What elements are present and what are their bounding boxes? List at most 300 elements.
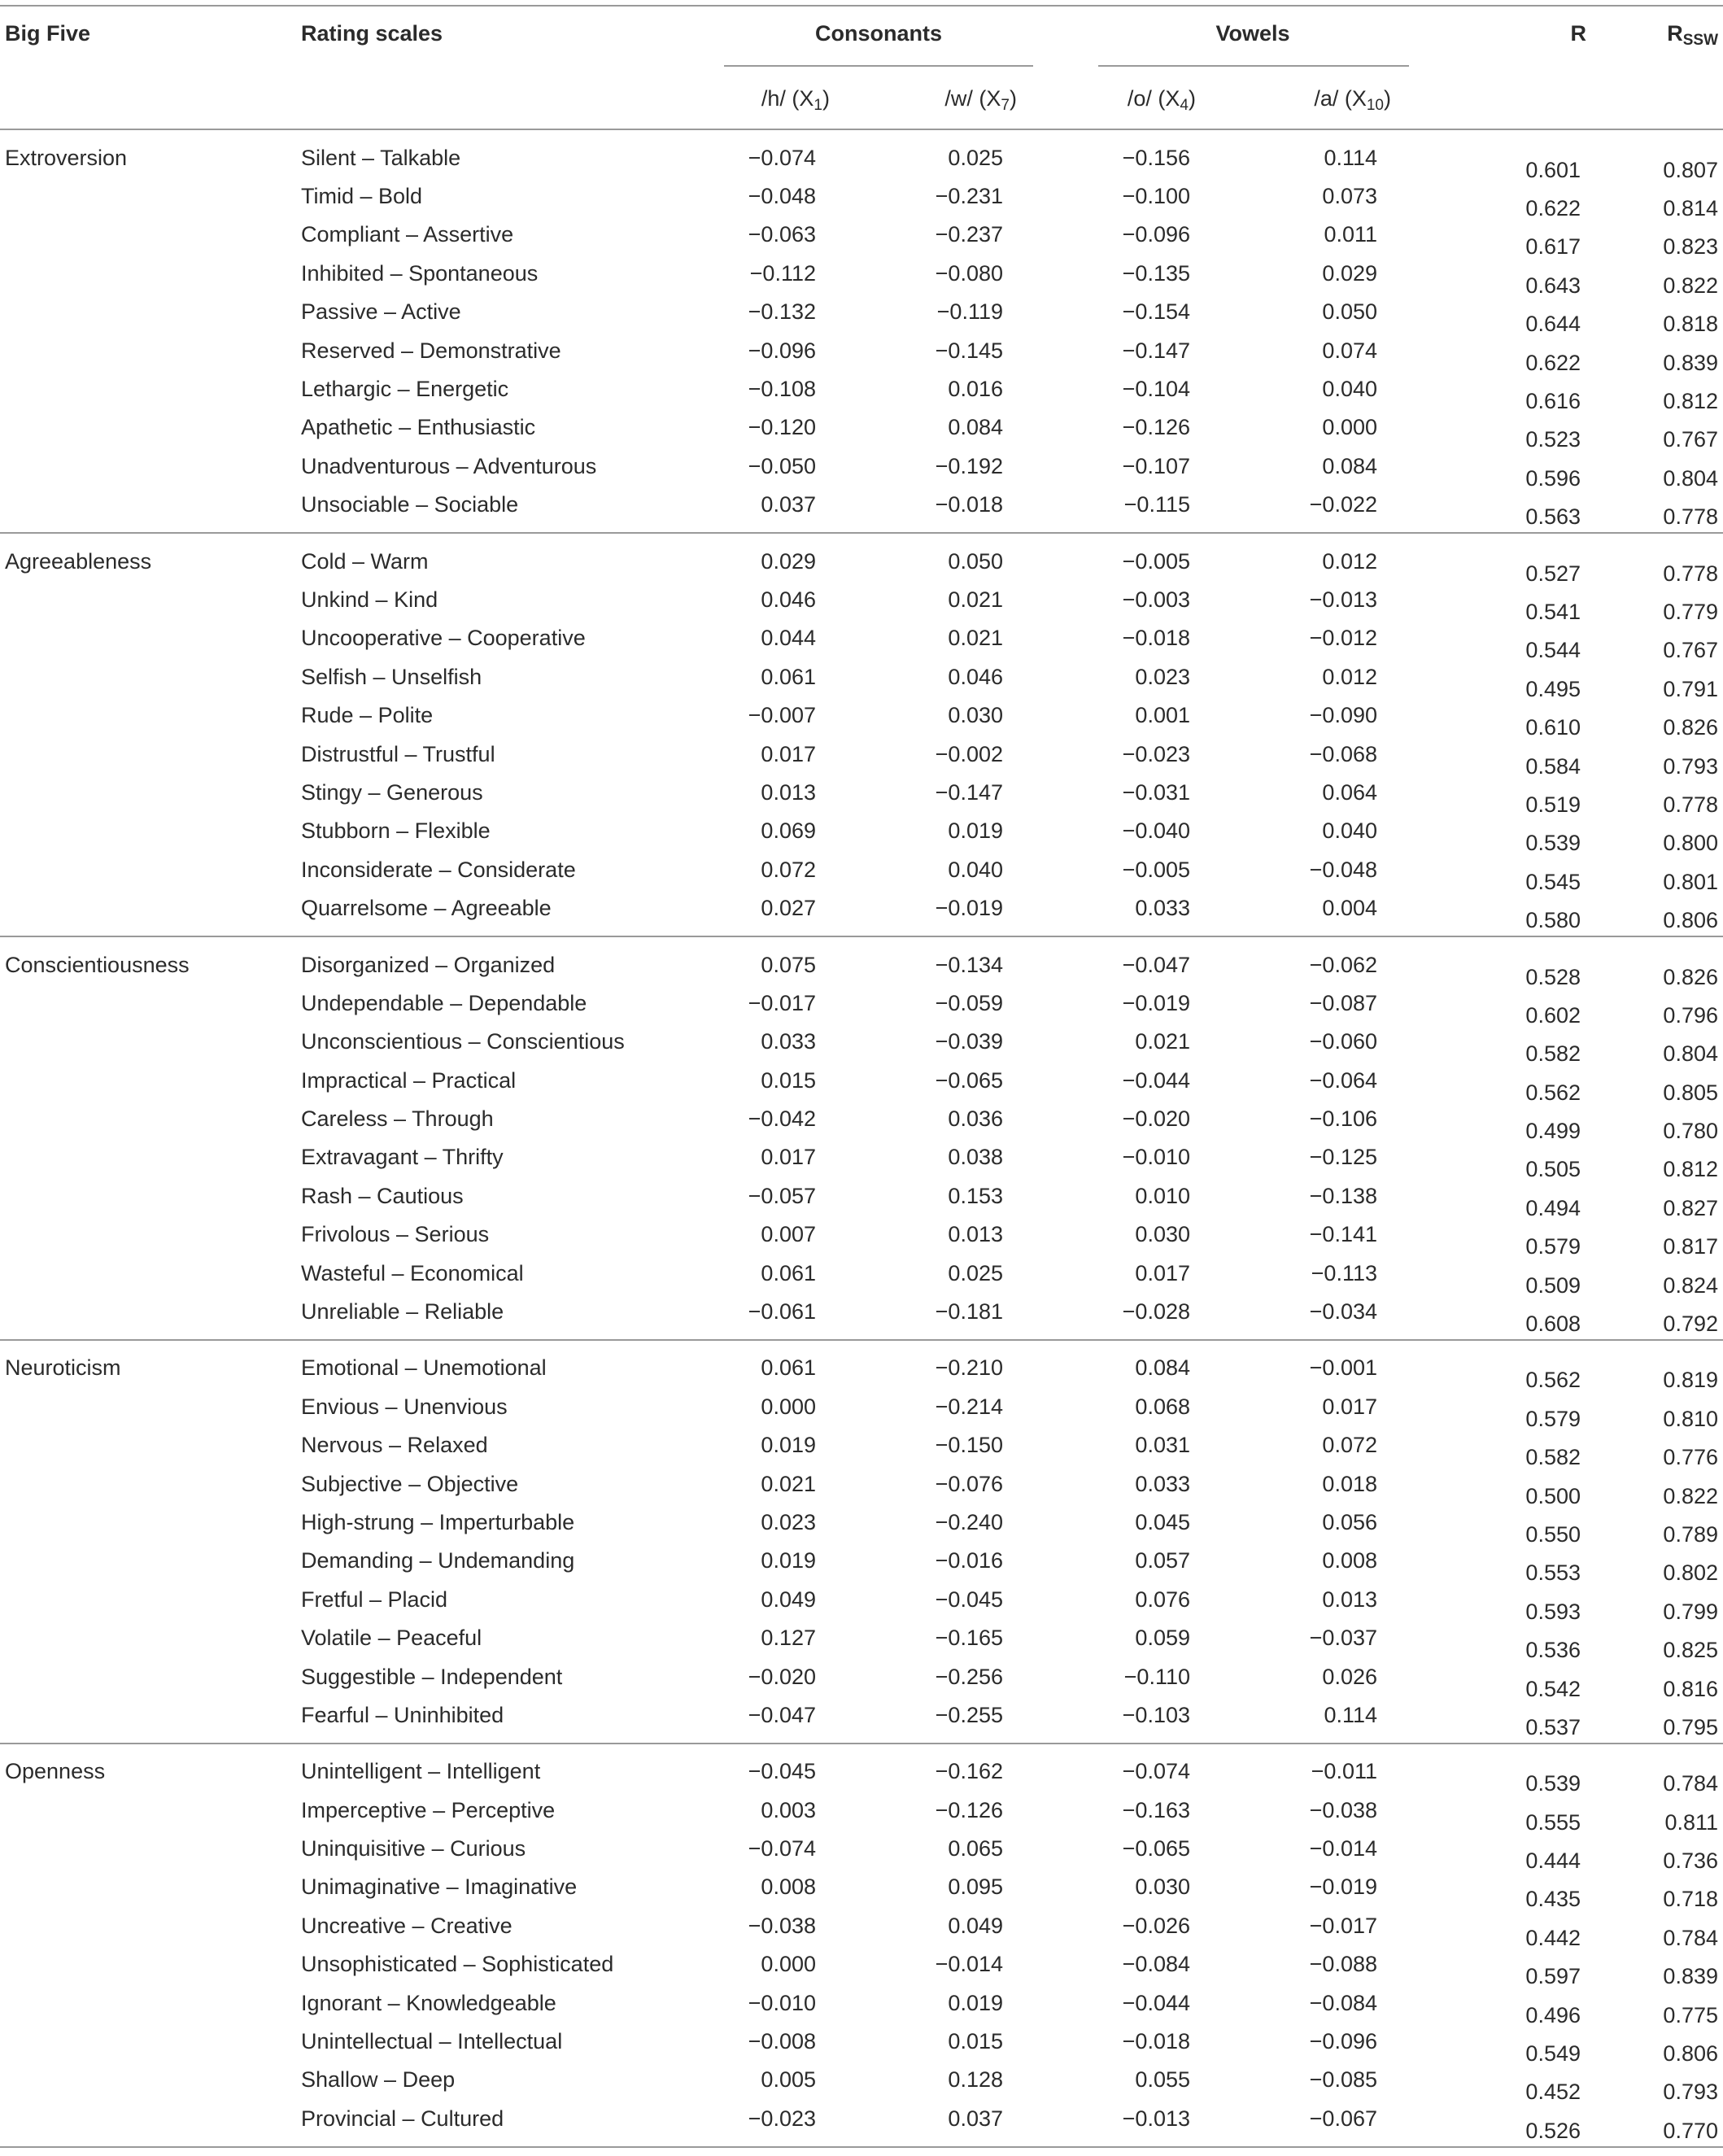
rssw-value: 0.812 bbox=[1663, 389, 1718, 414]
r-values-cell bbox=[1377, 1744, 1723, 1796]
rating-scale-cell: Fearful – Uninhibited bbox=[301, 1696, 724, 1743]
o-value-cell: −0.103 bbox=[1003, 1696, 1190, 1743]
a-value-cell: −0.064 bbox=[1309, 1067, 1377, 1093]
table-row bbox=[0, 1657, 1723, 1696]
a-value-cell: 0.017 bbox=[1322, 1394, 1377, 1419]
table-row bbox=[0, 177, 1723, 215]
r-values-cell bbox=[1377, 1099, 1723, 1144]
h-value-cell: −0.061 bbox=[724, 1292, 816, 1339]
trait-cell bbox=[0, 812, 301, 850]
table-row bbox=[0, 2099, 1723, 2146]
header-h-x1: /h/ $(X_1)$ bbox=[761, 86, 830, 114]
h-value-cell: 0.069 bbox=[761, 818, 816, 844]
table-row bbox=[0, 1061, 1723, 1099]
r-values-cell bbox=[1377, 1292, 1723, 1339]
table-row bbox=[0, 984, 1723, 1022]
r-values-cell bbox=[1377, 984, 1723, 1028]
trait-cell bbox=[0, 1829, 301, 1867]
header-big-five: Big Five bbox=[5, 21, 91, 46]
r-value: 0.601 bbox=[1525, 157, 1581, 182]
table-row bbox=[0, 1292, 1723, 1339]
a-value-cell: −0.019 bbox=[1309, 1874, 1377, 1900]
a-value-cell: −0.141 bbox=[1309, 1222, 1377, 1247]
rssw-value: 0.778 bbox=[1663, 561, 1718, 586]
rssw-value: 0.784 bbox=[1663, 1771, 1718, 1796]
a-value-cell: 0.114 bbox=[1324, 145, 1377, 170]
r-values-cell bbox=[1377, 177, 1723, 221]
o-value-cell: −0.084 bbox=[1122, 1952, 1190, 1977]
rating-scale-cell: Passive – Active bbox=[301, 299, 461, 325]
table-row bbox=[0, 1254, 1723, 1292]
o-value-cell: −0.047 bbox=[1122, 952, 1190, 977]
rssw-value: 0.767 bbox=[1663, 638, 1718, 663]
trait-cell bbox=[0, 657, 301, 696]
w-value-cell: 0.016 bbox=[948, 377, 1003, 402]
table-row bbox=[0, 1176, 1723, 1215]
o-value-cell: −0.156 bbox=[1122, 145, 1190, 170]
trait-cell bbox=[0, 984, 301, 1022]
r-value: 0.509 bbox=[1525, 1272, 1581, 1298]
r-values-cell bbox=[1377, 293, 1723, 337]
h-value-cell: 0.017 bbox=[761, 1145, 816, 1170]
table-row bbox=[0, 331, 1723, 369]
rating-scale-cell: Demanding – Undemanding bbox=[301, 1548, 575, 1573]
rating-scale-cell: Shallow – Deep bbox=[301, 2067, 456, 2093]
rssw-value: 0.839 bbox=[1663, 1964, 1718, 1989]
h-value-cell: −0.074 bbox=[748, 145, 816, 170]
rating-scale-cell: Unkind – Kind bbox=[301, 587, 438, 612]
table-row bbox=[0, 2061, 1723, 2099]
r-values-cell bbox=[1377, 1696, 1723, 1743]
table-row bbox=[0, 735, 1723, 773]
rssw-value: 0.806 bbox=[1663, 908, 1718, 933]
a-value-cell: 0.012 bbox=[1322, 548, 1377, 574]
w-value-cell: −0.045 bbox=[935, 1586, 1003, 1612]
table-row bbox=[0, 1099, 1723, 1137]
rating-scale-cell: Reserved – Demonstrative bbox=[301, 338, 561, 363]
trait-cell bbox=[0, 619, 301, 657]
w-value-cell: −0.126 bbox=[935, 1797, 1003, 1822]
o-value-cell: −0.074 bbox=[1122, 1759, 1190, 1784]
rating-scale-cell: Quarrelsome – Agreeable bbox=[301, 888, 724, 936]
header-vowels: Vowels bbox=[1215, 21, 1290, 46]
h-value-cell: 0.005 bbox=[761, 2067, 816, 2093]
rssw-value: 0.811 bbox=[1664, 1809, 1718, 1835]
r-value: 0.643 bbox=[1525, 273, 1581, 298]
rating-scale-cell: Unsociable – Sociable bbox=[301, 486, 724, 533]
rssw-value: 0.780 bbox=[1663, 1119, 1718, 1144]
r-value: 0.610 bbox=[1525, 715, 1581, 740]
o-value-cell: −0.023 bbox=[1122, 741, 1190, 766]
table-row bbox=[0, 1503, 1723, 1541]
trait-cell: Extroversion bbox=[5, 145, 128, 170]
r-value: 0.580 bbox=[1525, 908, 1581, 933]
table-row bbox=[0, 773, 1723, 811]
rssw-value: 0.718 bbox=[1663, 1887, 1718, 1912]
trait-cell bbox=[0, 2022, 301, 2060]
rssw-value: 0.784 bbox=[1663, 1925, 1718, 1950]
w-value-cell: −0.145 bbox=[935, 338, 1003, 363]
table-row bbox=[0, 812, 1723, 850]
trait-cell bbox=[0, 773, 301, 811]
h-value-cell: 0.003 bbox=[761, 1797, 816, 1822]
a-value-cell: 0.040 bbox=[1322, 818, 1377, 844]
rssw-value: 0.819 bbox=[1663, 1368, 1718, 1393]
r-value: 0.602 bbox=[1525, 1002, 1581, 1028]
w-value-cell: 0.030 bbox=[948, 703, 1003, 728]
r-value: 0.444 bbox=[1525, 1848, 1581, 1874]
o-value-cell: 0.023 bbox=[1135, 664, 1190, 689]
r-values-cell bbox=[1377, 130, 1723, 182]
trait-cell: Openness bbox=[5, 1759, 106, 1784]
trait-cell bbox=[0, 1657, 301, 1696]
trait-cell bbox=[0, 447, 301, 485]
rating-scale-cell: Disorganized – Organized bbox=[301, 952, 556, 977]
table-row bbox=[0, 1426, 1723, 1464]
h-value-cell: 0.049 bbox=[761, 1586, 816, 1612]
h-value-cell: 0.072 bbox=[761, 857, 816, 882]
o-value-cell: −0.040 bbox=[1122, 818, 1190, 844]
r-values-cell bbox=[1377, 773, 1723, 817]
r-values-cell bbox=[1377, 1657, 1723, 1701]
header-r: R bbox=[1570, 21, 1586, 46]
w-value-cell: −0.065 bbox=[935, 1067, 1003, 1093]
table-row bbox=[0, 254, 1723, 292]
trait-cell bbox=[0, 1791, 301, 1829]
rssw-value: 0.770 bbox=[1663, 2118, 1718, 2143]
header-a-x10: /a/ $(X_{10})$ bbox=[1314, 86, 1391, 114]
rating-scale-cell: Rude – Polite bbox=[301, 703, 434, 728]
a-value-cell: 0.040 bbox=[1322, 377, 1377, 402]
w-value-cell: −0.214 bbox=[935, 1394, 1003, 1419]
r-value: 0.582 bbox=[1525, 1041, 1581, 1067]
r-value: 0.579 bbox=[1525, 1406, 1581, 1431]
a-value-cell: 0.013 bbox=[1322, 1586, 1377, 1612]
w-value-cell: −0.059 bbox=[935, 990, 1003, 1015]
r-value: 0.537 bbox=[1525, 1714, 1581, 1739]
r-value: 0.442 bbox=[1525, 1925, 1581, 1950]
r-values-cell bbox=[1377, 696, 1723, 740]
trait-cell bbox=[0, 735, 301, 773]
r-value: 0.542 bbox=[1525, 1676, 1581, 1701]
table-row bbox=[0, 130, 1723, 177]
table-row bbox=[0, 580, 1723, 618]
r-value: 0.562 bbox=[1525, 1368, 1581, 1393]
rating-scale-cell: Rash – Cautious bbox=[301, 1183, 464, 1208]
rssw-value: 0.801 bbox=[1663, 869, 1718, 894]
r-value: 0.644 bbox=[1525, 312, 1581, 337]
r-values-cell bbox=[1377, 216, 1723, 260]
a-value-cell: 0.011 bbox=[1324, 222, 1377, 247]
trait-cell bbox=[0, 486, 301, 533]
rating-scale-cell: Uncooperative – Cooperative bbox=[301, 626, 586, 651]
r-values-cell bbox=[1377, 1503, 1723, 1547]
o-value-cell: 0.030 bbox=[1135, 1874, 1190, 1900]
w-value-cell: −0.016 bbox=[935, 1548, 1003, 1573]
table-row bbox=[0, 293, 1723, 331]
o-value-cell: −0.147 bbox=[1122, 338, 1190, 363]
r-value: 0.549 bbox=[1525, 2041, 1581, 2067]
r-value: 0.550 bbox=[1525, 1521, 1581, 1547]
a-value-cell: −0.012 bbox=[1309, 626, 1377, 651]
o-value-cell: 0.001 bbox=[1135, 703, 1190, 728]
table-row bbox=[0, 1542, 1723, 1580]
w-value-cell: 0.025 bbox=[948, 1260, 1003, 1285]
w-value-cell: 0.019 bbox=[948, 818, 1003, 844]
o-value-cell: −0.107 bbox=[1122, 453, 1190, 478]
a-value-cell: 0.026 bbox=[1322, 1664, 1377, 1689]
r-values-cell bbox=[1377, 850, 1723, 894]
table-row bbox=[0, 1464, 1723, 1503]
r-value: 0.539 bbox=[1525, 831, 1581, 856]
table-row bbox=[0, 1868, 1723, 1906]
r-values-cell bbox=[1377, 735, 1723, 779]
trait-cell bbox=[0, 888, 301, 936]
h-value-cell: −0.074 bbox=[748, 1836, 816, 1861]
a-value-cell: −0.113 bbox=[1311, 1260, 1377, 1285]
rssw-value: 0.792 bbox=[1663, 1311, 1718, 1337]
rating-scale-cell: Timid – Bold bbox=[301, 184, 423, 209]
trait-cell bbox=[0, 696, 301, 734]
rating-scale-cell: Compliant – Assertive bbox=[301, 222, 514, 247]
o-value-cell: 0.084 bbox=[1135, 1355, 1190, 1381]
h-value-cell: −0.050 bbox=[748, 453, 816, 478]
rating-scale-cell: Unintellectual – Intellectual bbox=[301, 2029, 563, 2054]
r-values-cell bbox=[1377, 2022, 1723, 2067]
trait-cell bbox=[0, 1696, 301, 1743]
table-row bbox=[0, 619, 1723, 657]
table-row bbox=[0, 369, 1723, 408]
r-values-cell bbox=[1377, 657, 1723, 701]
rssw-value: 0.778 bbox=[1663, 504, 1718, 530]
w-value-cell: 0.128 bbox=[948, 2067, 1003, 2093]
w-value-cell: −0.256 bbox=[935, 1664, 1003, 1689]
w-value-cell: −0.231 bbox=[935, 184, 1003, 209]
r-value: 0.616 bbox=[1525, 389, 1581, 414]
w-value-cell: −0.134 bbox=[935, 952, 1003, 977]
h-value-cell: −0.057 bbox=[748, 1183, 816, 1208]
r-values-cell bbox=[1377, 1387, 1723, 1431]
r-value: 0.536 bbox=[1525, 1638, 1581, 1663]
a-value-cell: 0.072 bbox=[1322, 1433, 1377, 1458]
trait-cell bbox=[0, 408, 301, 447]
h-value-cell: −0.020 bbox=[748, 1664, 816, 1689]
a-value-cell: −0.038 bbox=[1309, 1797, 1377, 1822]
a-value-cell: −0.106 bbox=[1309, 1106, 1377, 1132]
data-table bbox=[0, 130, 1723, 2148]
r-values-cell bbox=[1377, 1176, 1723, 1220]
rssw-value: 0.795 bbox=[1663, 1714, 1718, 1739]
a-value-cell: −0.088 bbox=[1309, 1952, 1377, 1977]
rssw-value: 0.776 bbox=[1663, 1445, 1718, 1470]
w-value-cell: −0.119 bbox=[936, 299, 1003, 325]
r-values-cell bbox=[1377, 1215, 1723, 1259]
h-value-cell: −0.042 bbox=[748, 1106, 816, 1132]
w-value-cell: −0.192 bbox=[935, 453, 1003, 478]
rating-scale-cell: Uninquisitive – Curious bbox=[301, 1836, 526, 1861]
rating-scale-cell: Selfish – Unselfish bbox=[301, 664, 482, 689]
h-value-cell: 0.033 bbox=[761, 1029, 816, 1054]
h-value-cell: 0.044 bbox=[761, 626, 816, 651]
table-row bbox=[0, 2022, 1723, 2060]
trait-cell bbox=[0, 216, 301, 254]
rating-scale-cell: Apathetic – Enthusiastic bbox=[301, 415, 536, 440]
table-row bbox=[0, 1215, 1723, 1254]
rating-scale-cell: Undependable – Dependable bbox=[301, 990, 587, 1015]
rssw-value: 0.814 bbox=[1663, 196, 1718, 221]
a-value-cell: −0.013 bbox=[1309, 587, 1377, 612]
r-value: 0.555 bbox=[1525, 1809, 1581, 1835]
r-values-cell bbox=[1377, 1791, 1723, 1835]
a-value-cell: 0.018 bbox=[1322, 1471, 1377, 1496]
rssw-value: 0.818 bbox=[1663, 312, 1718, 337]
table-row bbox=[0, 1387, 1723, 1425]
h-value-cell: 0.061 bbox=[761, 664, 816, 689]
w-value-cell: 0.037 bbox=[816, 2099, 1003, 2146]
trait-cell: Neuroticism bbox=[5, 1355, 121, 1381]
a-value-cell: −0.037 bbox=[1309, 1626, 1377, 1651]
h-value-cell: 0.000 bbox=[761, 1394, 816, 1419]
r-value: 0.494 bbox=[1525, 1195, 1581, 1220]
rssw-value: 0.824 bbox=[1663, 1272, 1718, 1298]
w-value-cell: 0.040 bbox=[948, 857, 1003, 882]
trait-cell bbox=[0, 1387, 301, 1425]
w-value-cell: 0.038 bbox=[948, 1145, 1003, 1170]
o-value-cell: −0.100 bbox=[1122, 184, 1190, 209]
r-value: 0.617 bbox=[1525, 234, 1581, 260]
rssw-value: 0.779 bbox=[1663, 599, 1718, 624]
r-values-cell bbox=[1377, 580, 1723, 624]
rssw-value: 0.822 bbox=[1663, 273, 1718, 298]
rssw-value: 0.817 bbox=[1663, 1234, 1718, 1259]
rssw-value: 0.822 bbox=[1663, 1483, 1718, 1508]
r-value: 0.496 bbox=[1525, 2002, 1581, 2027]
r-value: 0.584 bbox=[1525, 753, 1581, 779]
a-value-cell: −0.022 bbox=[1190, 486, 1377, 533]
r-value: 0.544 bbox=[1525, 638, 1581, 663]
table-row bbox=[0, 1138, 1723, 1176]
rssw-value: 0.778 bbox=[1663, 792, 1718, 817]
w-value-cell: −0.165 bbox=[935, 1626, 1003, 1651]
rating-scale-cell: High-strung – Imperturbable bbox=[301, 1509, 575, 1534]
rating-scale-cell: Careless – Through bbox=[301, 1106, 494, 1132]
w-value-cell: −0.240 bbox=[935, 1509, 1003, 1534]
rating-scale-cell: Silent – Talkable bbox=[301, 145, 461, 170]
rating-scale-cell: Emotional – Unemotional bbox=[301, 1355, 547, 1381]
r-values-cell bbox=[1377, 331, 1723, 375]
o-value-cell: −0.115 bbox=[1003, 486, 1190, 533]
o-value-cell: −0.010 bbox=[1122, 1145, 1190, 1170]
a-value-cell: 0.029 bbox=[1322, 260, 1377, 286]
trait-cell bbox=[0, 1542, 301, 1580]
r-value: 0.622 bbox=[1525, 196, 1581, 221]
r-value: 0.526 bbox=[1525, 2118, 1581, 2143]
rssw-value: 0.793 bbox=[1663, 2080, 1718, 2105]
r-value: 0.608 bbox=[1525, 1311, 1581, 1337]
table-row bbox=[0, 1945, 1723, 1984]
trait-cell bbox=[0, 580, 301, 618]
r-value: 0.563 bbox=[1525, 504, 1581, 530]
w-value-cell: −0.210 bbox=[935, 1355, 1003, 1381]
vowels-group-rule bbox=[1098, 65, 1409, 67]
o-value-cell: 0.045 bbox=[1135, 1509, 1190, 1534]
h-value-cell: 0.075 bbox=[761, 952, 816, 977]
a-value-cell: −0.125 bbox=[1309, 1145, 1377, 1170]
r-value: 0.541 bbox=[1525, 599, 1581, 624]
rating-scale-cell: Suggestible – Independent bbox=[301, 1664, 563, 1689]
h-value-cell: 0.017 bbox=[761, 741, 816, 766]
rssw-value: 0.826 bbox=[1663, 715, 1718, 740]
a-value-cell: 0.084 bbox=[1322, 453, 1377, 478]
r-value: 0.527 bbox=[1525, 561, 1581, 586]
header-rssw: $R_{SSW}$ bbox=[1667, 21, 1718, 49]
r-values-cell bbox=[1377, 812, 1723, 856]
h-value-cell: 0.013 bbox=[761, 779, 816, 805]
table-row bbox=[0, 936, 1723, 984]
rating-scale-cell: Nervous – Relaxed bbox=[301, 1433, 488, 1458]
o-value-cell: −0.020 bbox=[1122, 1106, 1190, 1132]
rating-scale-cell: Unintelligent – Intelligent bbox=[301, 1759, 541, 1784]
w-value-cell: 0.084 bbox=[948, 415, 1003, 440]
trait-cell bbox=[0, 1464, 301, 1503]
r-values-cell bbox=[1377, 1868, 1723, 1912]
trait-cell bbox=[0, 1868, 301, 1906]
a-value-cell: −0.034 bbox=[1190, 1292, 1377, 1339]
o-value-cell: −0.154 bbox=[1122, 299, 1190, 325]
rssw-value: 0.767 bbox=[1663, 427, 1718, 452]
rating-scale-cell: Ignorant – Knowledgeable bbox=[301, 1990, 556, 2015]
h-value-cell: −0.132 bbox=[748, 299, 816, 325]
r-value: 0.452 bbox=[1525, 2080, 1581, 2105]
w-value-cell: −0.162 bbox=[935, 1759, 1003, 1784]
h-value-cell: 0.037 bbox=[724, 486, 816, 533]
w-value-cell: 0.153 bbox=[948, 1183, 1003, 1208]
trait-cell: Conscientiousness bbox=[5, 952, 190, 977]
r-value: 0.505 bbox=[1525, 1157, 1581, 1182]
o-value-cell: −0.135 bbox=[1122, 260, 1190, 286]
w-value-cell: −0.080 bbox=[935, 260, 1003, 286]
table-row bbox=[0, 1023, 1723, 1061]
table-row bbox=[0, 447, 1723, 485]
r-value: 0.500 bbox=[1525, 1483, 1581, 1508]
trait-cell bbox=[0, 2061, 301, 2099]
r-values-cell bbox=[1377, 1829, 1723, 1874]
o-value-cell: −0.013 bbox=[1003, 2099, 1190, 2146]
h-value-cell: 0.021 bbox=[761, 1471, 816, 1496]
trait-cell bbox=[0, 1215, 301, 1254]
r-values-cell bbox=[1377, 369, 1723, 414]
r-value: 0.582 bbox=[1525, 1445, 1581, 1470]
trait-cell bbox=[0, 1292, 301, 1339]
o-value-cell: 0.055 bbox=[1135, 2067, 1190, 2093]
rssw-value: 0.796 bbox=[1663, 1002, 1718, 1028]
trait-cell bbox=[0, 1023, 301, 1061]
w-value-cell: −0.014 bbox=[935, 1952, 1003, 1977]
a-value-cell: 0.114 bbox=[1190, 1696, 1377, 1743]
w-value-cell: 0.019 bbox=[948, 1990, 1003, 2015]
o-value-cell: −0.018 bbox=[1122, 2029, 1190, 2054]
a-value-cell: 0.012 bbox=[1322, 664, 1377, 689]
trait-cell bbox=[0, 331, 301, 369]
a-value-cell: 0.008 bbox=[1322, 1548, 1377, 1573]
r-value: 0.519 bbox=[1525, 792, 1581, 817]
table-row bbox=[0, 1906, 1723, 1944]
w-value-cell: 0.013 bbox=[948, 1222, 1003, 1247]
rssw-value: 0.804 bbox=[1663, 1041, 1718, 1067]
rating-scale-cell: Provincial – Cultured bbox=[301, 2099, 724, 2146]
h-value-cell: 0.007 bbox=[761, 1222, 816, 1247]
rating-scale-cell: Unreliable – Reliable bbox=[301, 1292, 724, 1339]
